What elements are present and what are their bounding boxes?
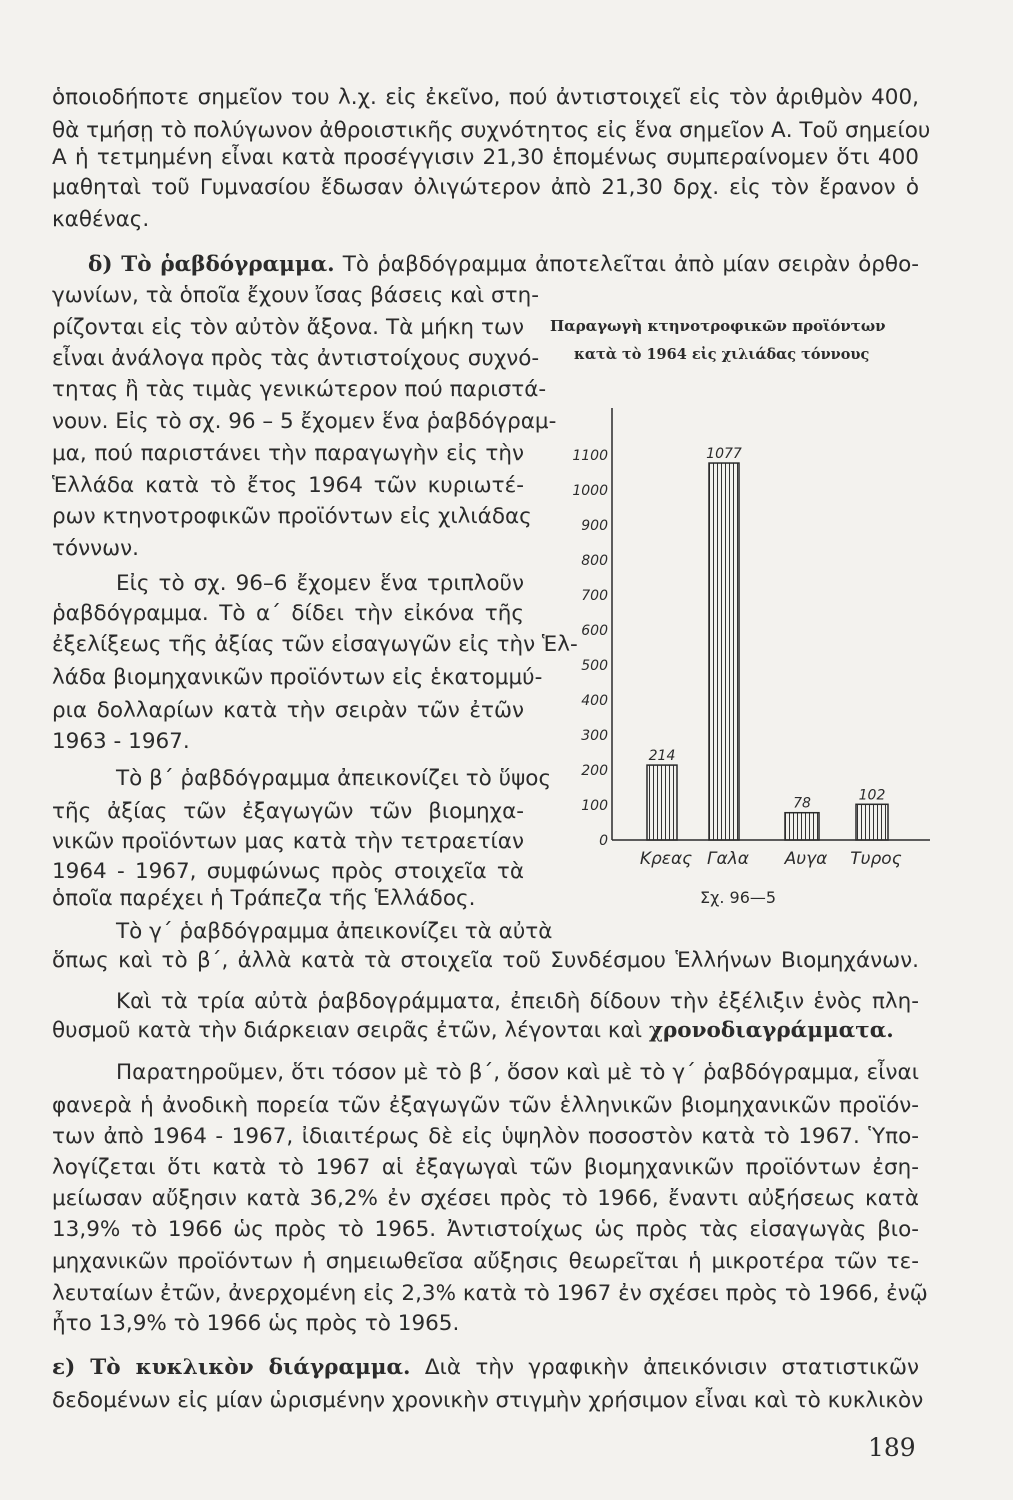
category-label: Κρεας xyxy=(639,849,693,869)
text-line: τῆς ἀξίας τῶν ἐξαγωγῶν τῶν βιομηχα- xyxy=(52,799,524,824)
data-label: 78 xyxy=(793,795,811,812)
page-number: 189 xyxy=(868,1433,916,1462)
y-tick-label: 1000 xyxy=(572,483,608,499)
text-line: γωνίων, τὰ ὁποῖα ἔχουν ἴσας βάσεις καὶ στη- xyxy=(52,283,539,308)
text-span: Διὰ τὴν γραφικὴν ἀπεικόνισιν στατιστικῶν xyxy=(424,1355,919,1380)
bar-γαλα xyxy=(709,463,739,840)
chart-subtitle: κατὰ τὸ 1964 εἰς χιλιάδας τόννους xyxy=(574,346,870,363)
text-line: των ἀπὸ 1964 - 1967, ἰδιαιτέρως δὲ εἰς ὑψηλὸν ποσοστὸν κατὰ τὸ 1967. Ὑπο- xyxy=(52,1124,919,1149)
text-line: εἶναι ἀνάλογα πρὸς τὰς ἀντιστοίχους συχνό- xyxy=(52,346,540,371)
y-tick-label: 0 xyxy=(599,833,608,849)
text-line: νουν. Εἰς τὸ σχ. 96 – 5 ἔχομεν ἕνα ῥαβδόγραμ- xyxy=(52,409,557,434)
chart-title: Παραγωγὴ κτηνοτροφικῶν προϊόντων xyxy=(550,317,886,335)
y-tick-label: 200 xyxy=(581,763,608,779)
text-line: τητας ἢ τὰς τιμὰς γενικώτερον πού παριστά- xyxy=(52,377,547,402)
chart-caption: Σχ. 96—5 xyxy=(700,888,777,907)
text-line: νικῶν προϊόντων μας κατὰ τὴν τετραετίαν xyxy=(52,829,524,854)
category-label: Γαλα xyxy=(707,849,749,869)
y-tick-label: 100 xyxy=(581,798,608,814)
bar-αυγα xyxy=(785,813,819,840)
text-line: ρων κτηνοτροφικῶν προϊόντων εἰς χιλιάδας xyxy=(52,504,532,529)
text-line: λευταίων ἐτῶν, ἀνερχομένη εἰς 2,3% κατὰ τὸ 1967 ἐν σχέσει πρὸς τὸ 1966, ἐνῷ xyxy=(52,1281,928,1306)
text-line: 1963 - 1967. xyxy=(52,729,190,754)
y-tick-label: 800 xyxy=(581,553,608,569)
bar-τυρος xyxy=(856,804,888,840)
text-line: ὁποιοδήποτε σημεῖον του λ.χ. εἰς ἐκεῖνο, πού ἀντιστοιχεῖ εἰς τὸν ἀριθμὸν 400, xyxy=(52,85,919,110)
text-line: μείωσαν αὔξησιν κατὰ 36,2% ἐν σχέσει πρὸς τὸ 1966, ἔναντι αὐξήσεως κατὰ xyxy=(52,1186,919,1211)
text-line: ρια δολλαρίων κατὰ τὴν σειρὰν τῶν ἐτῶν xyxy=(52,698,524,723)
text-line: καθένας. xyxy=(52,207,150,232)
text-line: Τὸ γ΄ ῥαβδόγραμμα ἀπεικονίζει τὰ αὐτὰ xyxy=(116,919,553,944)
y-tick-label: 300 xyxy=(581,728,608,744)
text-line: Καὶ τὰ τρία αὐτὰ ῥαβδογράμματα, ἐπειδὴ δίδουν τὴν ἐξέλιξιν ἑνὸς πλη- xyxy=(116,989,919,1014)
text-line: δεδομένων εἰς μίαν ὡρισμένην χρονικὴν στιγμὴν χρήσιμον εἶναι καὶ τὸ κυκλικὸν xyxy=(52,1388,924,1413)
text-line: 1964 - 1967, συμφώνως πρὸς στοιχεῖα τὰ xyxy=(52,859,524,884)
category-label: Αυγα xyxy=(784,849,828,869)
text-line: τόννων. xyxy=(52,536,139,561)
text-line: Ἑλλάδα κατὰ τὸ ἔτος 1964 τῶν κυριωτέ- xyxy=(52,473,524,498)
y-tick-label: 700 xyxy=(581,588,608,604)
data-label: 102 xyxy=(858,787,886,804)
data-label: 1077 xyxy=(706,446,742,463)
text-line: Τὸ β΄ ῥαβδόγραμμα ἀπεικονίζει τὸ ὕψος xyxy=(116,766,552,791)
text-span: Τὸ ῥαβδόγραμμα ἀποτελεῖται ἀπὸ μίαν σειρὰν ὀρθο- xyxy=(342,252,919,277)
text-span: θυσμοῦ κατὰ τὴν διάρκειαν σειρᾶς ἐτῶν, λέγονται καὶ xyxy=(52,1018,642,1043)
text-line: λάδα βιομηχανικῶν προϊόντων εἰς ἑκατομμύ- xyxy=(52,665,543,690)
text-line: Παρατηροῦμεν, ὅτι τόσον μὲ τὸ β΄, ὅσον καὶ μὲ τὸ γ΄ ῥαβδόγραμμα, εἶναι xyxy=(116,1060,919,1085)
text-line: θὰ τμήσῃ τὸ πολύγωνον ἀθροιστικῆς συχνότητος εἰς ἕνα σημεῖον Α. Τοῦ σημείου xyxy=(52,118,931,143)
bar-κρεας xyxy=(647,765,677,840)
text-line: φανερὰ ἡ ἀνοδικὴ πορεία τῶν ἐξαγωγῶν τῶν ἑλληνικῶν βιομηχανικῶν προϊόν- xyxy=(52,1093,919,1118)
section-e-heading: ε) Τὸ κυκλικὸν διάγραμμα. xyxy=(52,1355,411,1380)
section-d-heading: δ) Τὸ ῥαβδόγραμμα. xyxy=(88,252,335,277)
data-label: 214 xyxy=(648,748,676,765)
text-line: ὁποῖα παρέχει ἡ Τράπεζα τῆς Ἑλλάδος. xyxy=(52,886,476,911)
category-label: Τυρος xyxy=(850,849,902,869)
text-line: Εἰς τὸ σχ. 96–6 ἔχομεν ἕνα τριπλοῦν xyxy=(116,571,524,596)
text-line: ρίζονται εἰς τὸν αὐτὸν ἄξονα. Τὰ μήκη των xyxy=(52,315,524,340)
text-line: Α ἡ τετμημένη εἶναι κατὰ προσέγγισιν 21,30 ἑπομένως συμπεραίνομεν ὅτι 400 xyxy=(52,145,919,170)
text-line: 13,9% τὸ 1966 ὡς πρὸς τὸ 1965. Ἀντιστοίχως ὡς πρὸς τὰς εἰσαγωγὰς βιο- xyxy=(52,1217,919,1242)
y-tick-label: 400 xyxy=(581,693,608,709)
text-line: ἐξελίξεως τῆς ἀξίας τῶν εἰσαγωγῶν εἰς τὴν Ἑλ- xyxy=(52,632,578,657)
text-line: μα, πού παριστάνει τὴν παραγωγὴν εἰς τὴν xyxy=(52,441,524,466)
text-line: ῥαβδόγραμμα. Τὸ α΄ δίδει τὴν εἰκόνα τῆς xyxy=(52,601,524,626)
text-line: λογίζεται ὅτι κατὰ τὸ 1967 αἱ ἐξαγωγαὶ τῶν βιομηχανικῶν προϊόντων ἐση- xyxy=(52,1155,919,1180)
text-line: ἦτο 13,9% τὸ 1966 ὡς πρὸς τὸ 1965. xyxy=(52,1311,460,1336)
key-term: χρονοδιαγράμματα. xyxy=(648,1018,894,1043)
y-tick-label: 500 xyxy=(581,658,608,674)
text-line: ὅπως καὶ τὸ β΄, ἀλλὰ κατὰ τὰ στοιχεῖα τοῦ Συνδέσμου Ἑλλήνων Βιομηχάνων. xyxy=(52,948,919,973)
y-tick-label: 600 xyxy=(581,623,608,639)
text-line: μηχανικῶν προϊόντων ἡ σημειωθεῖσα αὔξησις θεωρεῖται ἡ μικροτέρα τῶν τε- xyxy=(52,1249,919,1274)
y-tick-label: 1100 xyxy=(572,448,608,464)
text-line: μαθηταὶ τοῦ Γυμνασίου ἔδωσαν ὀλιγώτερον ἀπὸ 21,30 δρχ. εἰς τὸν ἔρανον ὁ xyxy=(52,175,919,200)
y-tick-label: 900 xyxy=(581,518,608,534)
